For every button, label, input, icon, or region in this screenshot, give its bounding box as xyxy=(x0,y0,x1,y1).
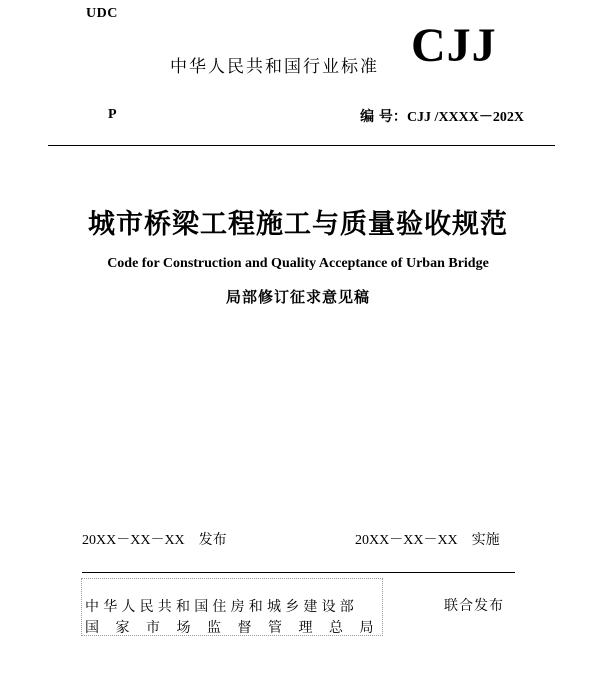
publish-label: 发布 xyxy=(198,532,227,548)
draft-note: 局部修订征求意见稿 xyxy=(225,288,370,306)
english-title: Code for Construction and Quality Acceptance of Urban Bridge xyxy=(107,256,489,271)
document-number-label: 编 号： xyxy=(360,109,407,125)
footer-divider xyxy=(82,572,515,573)
category-code: P xyxy=(108,107,117,122)
page-title: 城市桥梁工程施工与质量验收规范 xyxy=(88,209,508,240)
issuer-block xyxy=(81,578,390,636)
implement-date: 20XX－XX－XX xyxy=(355,533,458,548)
implement-label: 实施 xyxy=(471,532,500,548)
standard-name: 中华人民共和国行业标准 xyxy=(170,57,379,77)
header-divider xyxy=(48,145,555,146)
issuer-market-administration: 国家市场监督管理总局 xyxy=(85,620,390,636)
document-number xyxy=(360,106,524,126)
publish-date: 20XX－XX－XX xyxy=(82,533,185,548)
joint-release-label: 联合发布 xyxy=(444,598,504,614)
udc-label: UDC xyxy=(86,6,118,21)
publish-info xyxy=(82,529,227,549)
implement-info xyxy=(355,529,500,549)
issuer-ministry: 中华人民共和国住房和城乡建设部 xyxy=(85,599,358,615)
document-number-value: CJJ /XXXX－202X xyxy=(406,110,524,125)
standard-code-logo: CJJ xyxy=(411,19,497,72)
